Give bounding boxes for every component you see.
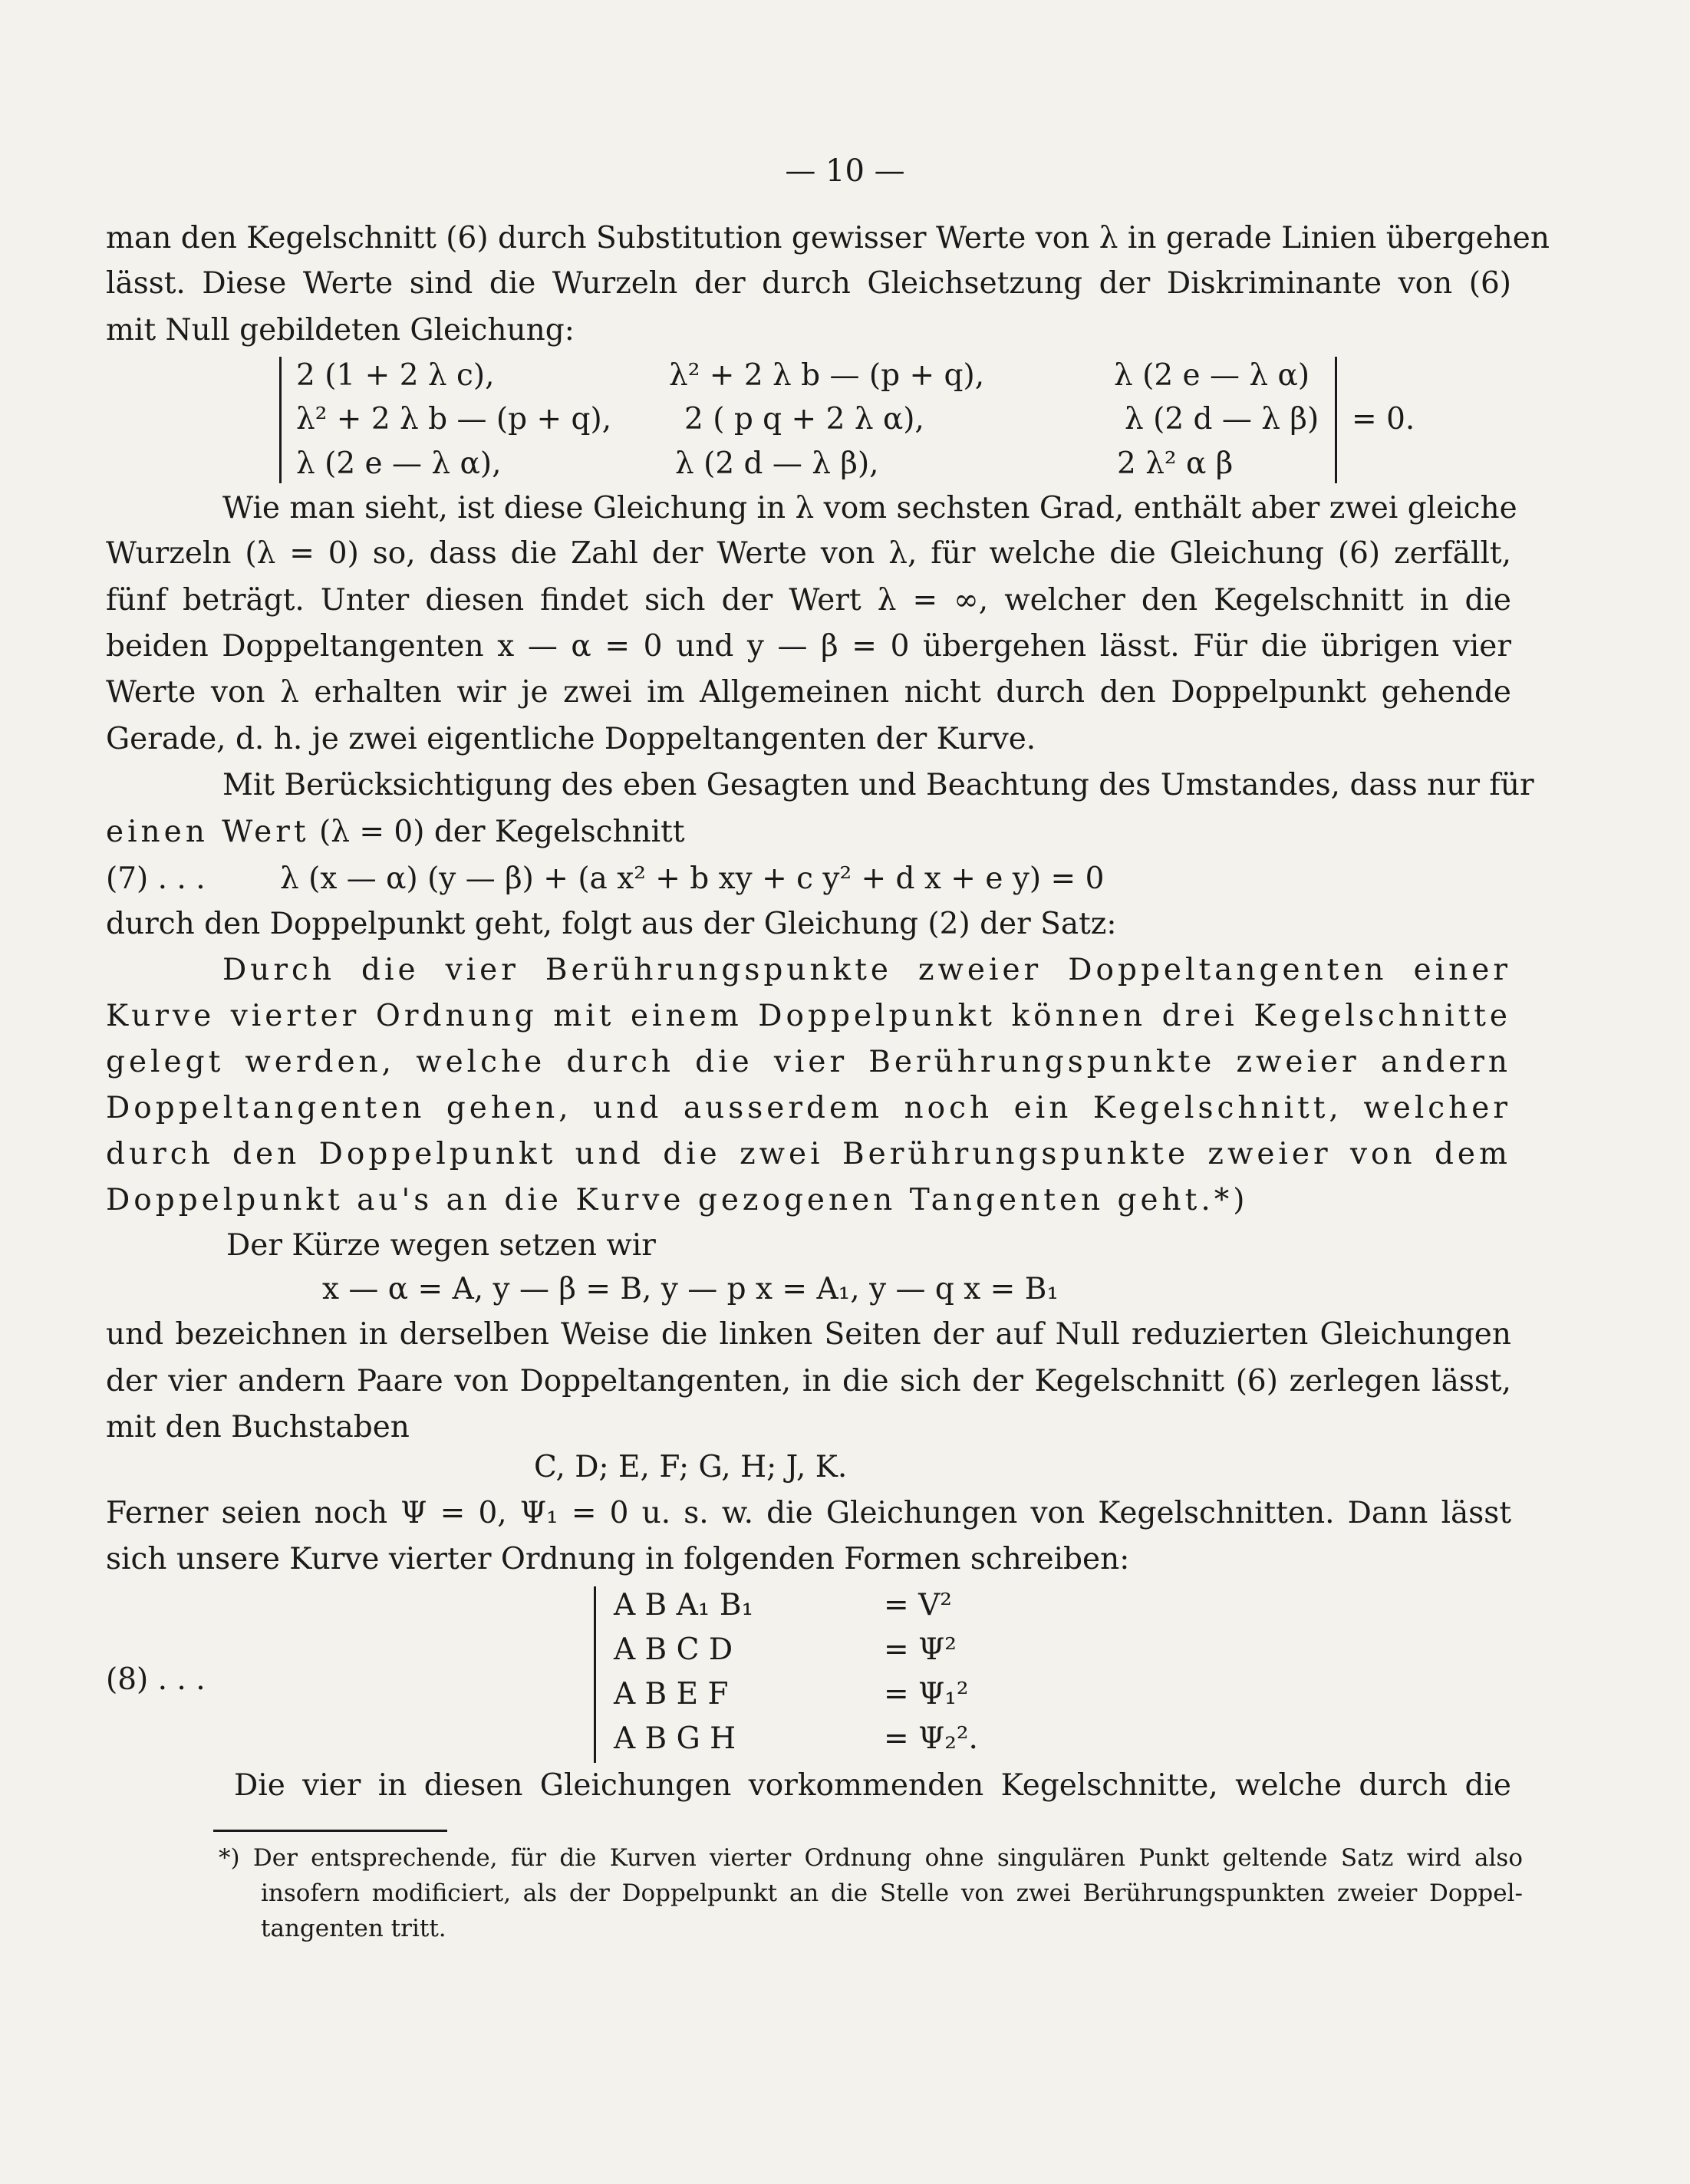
text-line: Werte von λ erhalten wir je zwei im Allgemeinen nicht durch den Doppelpunkt gehende [106, 675, 1511, 710]
text-line: Wurzeln (λ = 0) so, dass die Zahl der Werte von λ, für welche die Gleichung (6) zerfällt, [106, 536, 1511, 571]
text-line: lässt. Diese Werte sind die Wurzeln der durch Gleichsetzung der Diskriminante von (6) [106, 266, 1511, 301]
det-cell: 2 λ² α β [1117, 446, 1234, 481]
emphasized-text: einen Wert [106, 815, 310, 849]
footnote-rule [213, 1830, 447, 1832]
equation-label: (7) . . . [106, 861, 206, 896]
theorem-line: Kurve vierter Ordnung mit einem Doppelpunkt können drei Kegelschnitte [106, 999, 1511, 1033]
determinant-right-bar [1335, 357, 1337, 483]
det-cell: 2 (1 + 2 λ c), [296, 358, 495, 393]
text-line: Die vier in diesen Gleichungen vorkommenden Kegelschnitte, welche durch die [234, 1768, 1511, 1803]
text-line: durch den Doppelpunkt geht, folgt aus der Gleichung (2) der Satz: [106, 907, 1117, 941]
det-cell: λ (2 e — λ α), [296, 446, 502, 481]
theorem-line: durch den Doppelpunkt und die zwei Berührungspunkte zweier von dem [106, 1137, 1511, 1171]
det-cell: λ² + 2 λ b — (p + q), [669, 358, 985, 393]
equation-lhs: A B G H [614, 1721, 736, 1756]
theorem-line: gelegt werden, welche durch die vier Berührungspunkte zweier andern [106, 1045, 1511, 1079]
equation-rhs: = V² [884, 1588, 952, 1622]
text-line: mit den Buchstaben [106, 1410, 410, 1444]
text-line: beiden Doppeltangenten x — α = 0 und y — β = 0 übergehen lässt. Für die übrigen vier [106, 629, 1511, 664]
equation-system-bar [594, 1586, 596, 1763]
equation-lhs: A B A₁ B₁ [614, 1588, 754, 1622]
det-cell: 2 ( p q + 2 λ α), [684, 402, 924, 436]
text-line: Mit Berücksichtigung des eben Gesagten und Beachtung des Umstandes, dass nur für [222, 768, 1534, 802]
text-line: und bezeichnen in derselben Weise die linken Seiten der auf Null reduzierten Gleichungen [106, 1317, 1511, 1352]
theorem-line: Doppelpunkt au's an die Kurve gezogenen Tangenten geht.*) [106, 1183, 1249, 1217]
abbreviation-line: x — α = A, y — β = B, y — p x = A₁, y — q x = B₁ [322, 1272, 1059, 1306]
equation-rhs: = Ψ₂². [884, 1721, 978, 1756]
det-cell: λ (2 d — λ β), [675, 446, 879, 481]
text-line: Gerade, d. h. je zwei eigentliche Doppeltangenten der Kurve. [106, 722, 1036, 756]
text-line: mit Null gebildeten Gleichung: [106, 313, 575, 348]
text-line: fünf beträgt. Unter diesen findet sich der Wert λ = ∞, welcher den Kegelschnitt in die [106, 583, 1511, 618]
determinant-left-bar [279, 357, 282, 483]
footnote-line: *) Der entsprechende, für die Kurven vierter Ordnung ohne singulären Punkt geltende Satz wird also [219, 1844, 1523, 1872]
letter-list: C, D; E, F; G, H; J, K. [534, 1450, 848, 1484]
det-cell: λ (2 d — λ β) [1125, 402, 1319, 436]
text-line: Der Kürze wegen setzen wir [226, 1228, 656, 1263]
equation-rhs: = Ψ₁² [884, 1677, 969, 1711]
theorem-line: Doppeltangenten gehen, und ausserdem noch ein Kegelschnitt, welcher [106, 1091, 1511, 1125]
text-line: der vier andern Paare von Doppeltangenten, in die sich der Kegelschnitt (6) zerlegen lässt, [106, 1364, 1511, 1398]
det-rhs: = 0. [1352, 402, 1415, 436]
text-fragment: (λ = 0) der Kegelschnitt [318, 815, 685, 849]
page-number: — 10 — [785, 153, 905, 189]
text-line: Wie man sieht, ist diese Gleichung in λ vom sechsten Grad, enthält aber zwei gleiche [222, 491, 1517, 525]
text-line [106, 813, 685, 852]
equation-lhs: A B E F [614, 1677, 729, 1711]
equation-label: (8) . . . [106, 1662, 206, 1697]
equation-rhs: = Ψ² [884, 1632, 957, 1667]
det-cell: λ² + 2 λ b — (p + q), [296, 402, 612, 436]
text-line: Ferner seien noch Ψ = 0, Ψ₁ = 0 u. s. w. die Gleichungen von Kegelschnitten. Dann lässt [106, 1496, 1511, 1530]
footnote-line: insofern modificiert, als der Doppelpunkt an die Stelle von zwei Berührungspunkten zweier Doppel- [261, 1879, 1523, 1907]
theorem-line: Durch die vier Berührungspunkte zweier Doppeltangenten einer [222, 953, 1511, 987]
text-line: sich unsere Kurve vierter Ordnung in folgenden Formen schreiben: [106, 1542, 1130, 1576]
equation-body: λ (x — α) (y — β) + (a x² + b xy + c y² + d x + e y) = 0 [280, 861, 1105, 896]
det-cell: λ (2 e — λ α) [1114, 358, 1310, 393]
footnote-line: tangenten tritt. [261, 1915, 446, 1942]
equation-lhs: A B C D [614, 1632, 733, 1667]
text-line: man den Kegelschnitt (6) durch Substitution gewisser Werte von λ in gerade Linien übergehen [106, 221, 1550, 255]
